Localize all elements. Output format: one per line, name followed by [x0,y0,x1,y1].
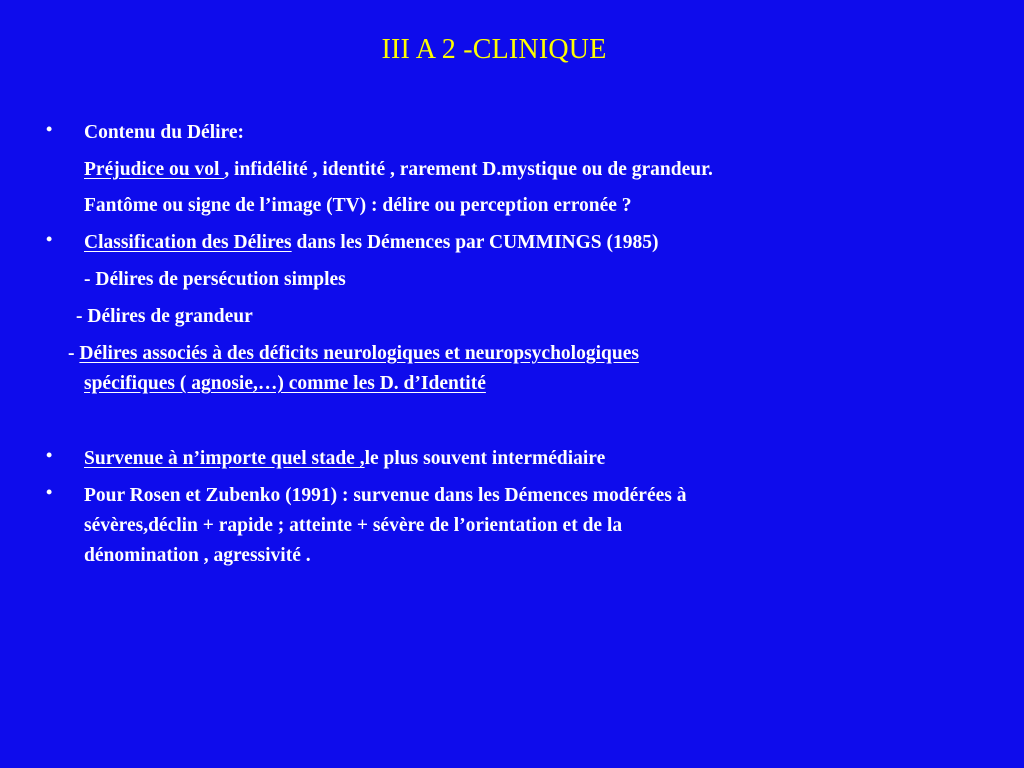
bullet-2-icon: • [46,229,53,249]
line-prejudice-rest: , infidélité , identité , rarement D.mystique ou de grandeur. [224,159,713,180]
underlined-classification: Classification des Délires [84,232,292,253]
bullet-classification [84,228,659,258]
underlined-deficits-1: Délires associés à des déficits neurologiques et neuropsychologiques [79,343,639,364]
line-deficits-cont [84,369,486,399]
bullet-rosen-line3: dénomination , agressivité . [84,545,311,566]
survenue-rest: le plus souvent intermédiaire [364,448,606,469]
bullet-4-icon: • [46,482,53,502]
bullet-3-icon: • [46,445,53,465]
line-fantome: Fantôme ou signe de l’image (TV) : délire ou perception erronée ? [84,195,632,216]
deficits-dash: - [68,343,80,364]
bullet-contenu-delire: Contenu du Délire: [84,122,244,143]
classification-rest: dans les Démences par CUMMINGS (1985) [291,232,659,253]
underlined-survenue: Survenue à n’importe quel stade , [84,448,365,469]
slide-title: III A 2 -CLINIQUE [381,34,607,65]
line-grandeur: - Délires de grandeur [76,306,253,327]
bullet-1-icon: • [46,119,53,139]
line-persecution: - Délires de persécution simples [84,269,346,290]
line-deficits [68,339,639,369]
bullet-rosen-line2: sévères,déclin + rapide ; atteinte + sévère de l’orientation et de la [84,515,623,536]
bullet-rosen-line1: Pour Rosen et Zubenko (1991) : survenue dans les Démences modérées à [84,485,687,506]
underlined-prejudice: Préjudice ou vol [84,159,225,180]
line-prejudice [84,155,713,185]
underlined-deficits-2: spécifiques ( agnosie,…) comme les D. d’Identité [84,373,486,394]
bullet-survenue [84,444,605,474]
